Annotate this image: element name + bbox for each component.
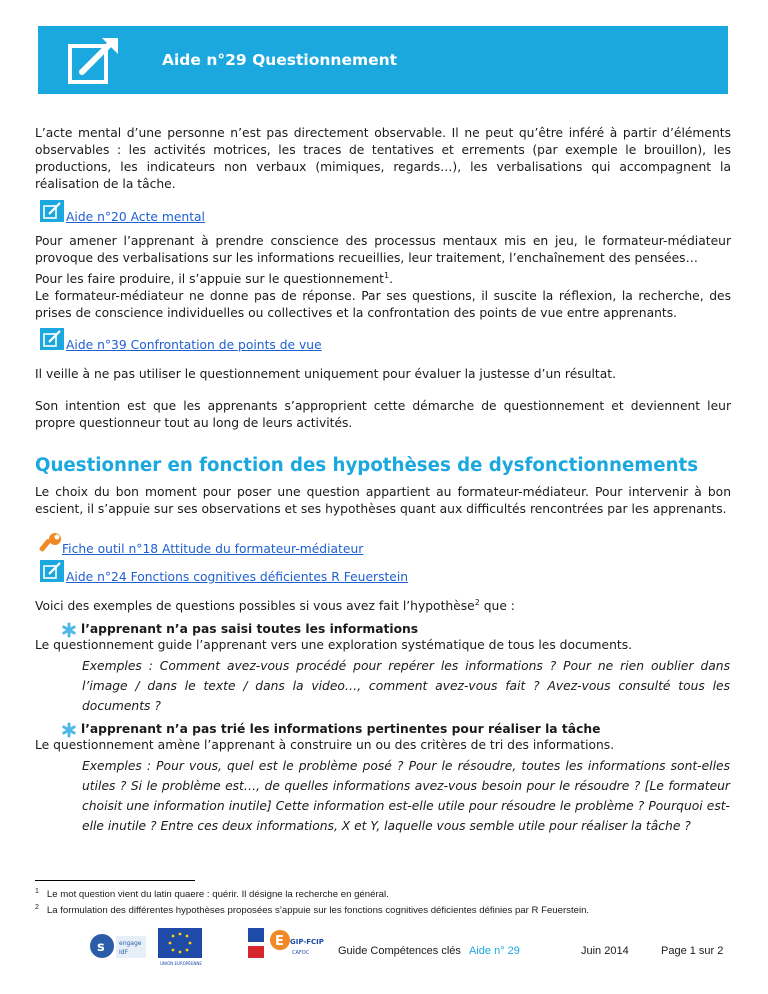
link-acte-mental[interactable]: Aide n°20 Acte mental	[66, 210, 205, 224]
footnote-ref-2[interactable]: 2	[474, 598, 480, 607]
europe-ile-de-france-logo	[88, 928, 150, 966]
link-confrontation[interactable]: Aide n°39 Confrontation de points de vue	[66, 338, 322, 352]
examples-intro-end: que :	[479, 599, 515, 614]
examples-intro	[35, 598, 515, 613]
footer-page-number: Page 1 sur 2	[661, 945, 724, 957]
footnote-2	[35, 904, 589, 916]
pencil-arrow-icon	[40, 328, 64, 350]
section-heading: Questionner en fonction des hypothèses de dysfonctionnements	[35, 455, 699, 476]
footer-date: Juin 2014	[581, 945, 629, 957]
period: .	[389, 272, 393, 287]
link-fonctions-cognitives[interactable]: Aide n°24 Fonctions cognitives déficientes R Feuerstein	[66, 570, 409, 584]
footnote-1	[35, 888, 389, 900]
svg-text:engage: engage	[119, 940, 142, 947]
case-2-title: l’apprenant n’a pas trié les informations pertinentes pour réaliser la tâche	[81, 722, 601, 736]
footnote-1-text: Le mot question vient du latin quaere : quérir. Il désigne la recherche en général.	[46, 889, 389, 901]
footnote-1-number: 1	[35, 888, 39, 895]
asterisk-bullet-icon	[62, 723, 76, 737]
pencil-arrow-icon	[64, 36, 120, 88]
svg-text:CAFOC: CAFOC	[292, 950, 310, 956]
svg-text:GIP-FCIP: GIP-FCIP	[290, 938, 324, 946]
paragraph-intention: Son intention est que les apprenants s’approprient cette démarche de questionnement et deviennent leur propre questionneur tout au long de leurs activités.	[35, 399, 731, 430]
footnote-ref-1[interactable]: 1	[383, 271, 390, 280]
footer-aide-number: Aide n° 29	[469, 945, 520, 957]
footnote-2-number: 2	[35, 904, 39, 911]
pencil-arrow-icon	[40, 560, 64, 582]
examples-intro-text: Voici des exemples de questions possibles si vous avez fait l’hypothèse	[35, 599, 475, 614]
link-fiche-outil[interactable]: Fiche outil n°18 Attitude du formateur-médiateur	[62, 542, 364, 556]
paragraph-formateur: Le formateur-médiateur ne donne pas de réponse. Par ses questions, il suscite la réflexion, la recherche, des prises de conscience individuelles ou collectives et la confrontation des points de vue entre apprenants.	[35, 289, 731, 320]
case-2-text: Le questionnement amène l’apprenant à construire un ou des critères de tri des informations.	[35, 738, 615, 752]
pencil-arrow-icon	[40, 200, 64, 222]
footnote-2-text: La formulation des différentes hypothèses proposées s’appuie sur les fonctions cognitives déficientes définies par R Feuerstein.	[46, 905, 590, 917]
paragraph-justesse: Il veille à ne pas utiliser le questionnement uniquement pour évaluer la justesse d’un résultat.	[35, 367, 616, 381]
svg-text:s: s	[97, 940, 105, 955]
paragraph-choix: Le choix du bon moment pour poser une question appartient au formateur-médiateur. Pour intervenir à bon escient, il s’appuie sur ses observations et ses hypothèses quant aux difficultés rencontrées par les apprenants.	[35, 485, 731, 516]
paragraph-verbalisations	[35, 233, 731, 288]
page-title: Aide n°29 Questionnement	[162, 51, 398, 69]
asterisk-bullet-icon	[62, 623, 76, 637]
case-1-examples: Exemples : Comment avez-vous procédé pour repérer les informations ? Pour ne rien oublier dans l’image / dans le texte / dans la video…, comment avez-vous fait ? Avez-vous consulté tous les documents ?	[82, 659, 730, 713]
paragraph-questionnement-text: Pour les faire produire, il s’appuie sur le questionnement	[35, 272, 384, 287]
european-union-flag-logo	[158, 928, 202, 966]
footer-guide: Guide Compétences clés	[338, 945, 461, 957]
case-1-text: Le questionnement guide l’apprenant vers une exploration systématique de tous les documents.	[35, 638, 633, 652]
gip-fcip-logo	[246, 924, 324, 966]
case-1-title: l’apprenant n’a pas saisi toutes les informations	[81, 622, 419, 636]
footnote-separator	[35, 880, 195, 881]
svg-text:IdF: IdF	[119, 949, 129, 956]
intro-paragraph: L’acte mental d’une personne n’est pas directement observable. Il ne peut qu’être inféré à partir d’éléments observables : les activités motrices, les traces de tentatives et errements (par exemple le brouillon), les productions, les indicateurs non verbaux (mimiques, regards…), les verbalisations qui accompagnent la réalisation de la tâche.	[35, 126, 731, 191]
svg-text:UNION EUROPÉENNE: UNION EUROPÉENNE	[160, 961, 202, 966]
wrench-icon	[40, 532, 62, 556]
svg-text:E: E	[275, 934, 284, 949]
paragraph-verbalisations-text: Pour amener l’apprenant à prendre conscience des processus mentaux mis en jeu, le formateur-médiateur provoque des verbalisations sur les informations recueillies, leur traitement, l’enchaînement des pensées…	[35, 234, 731, 265]
case-2-examples: Exemples : Pour vous, quel est le problème posé ? Pour le résoudre, toutes les informations sont-elles utiles ? Si le problème est…, de quelles informations avez-vous besoin pour le résoudre ? [Le formateur choisit une information inutile] Cette information est-elle utile pour résoudre le problème ? Pourquoi est-elle inutile ? Entre ces deux informations, X et Y, laquelle vous semble utile pour réaliser la tâche ?	[82, 759, 730, 833]
